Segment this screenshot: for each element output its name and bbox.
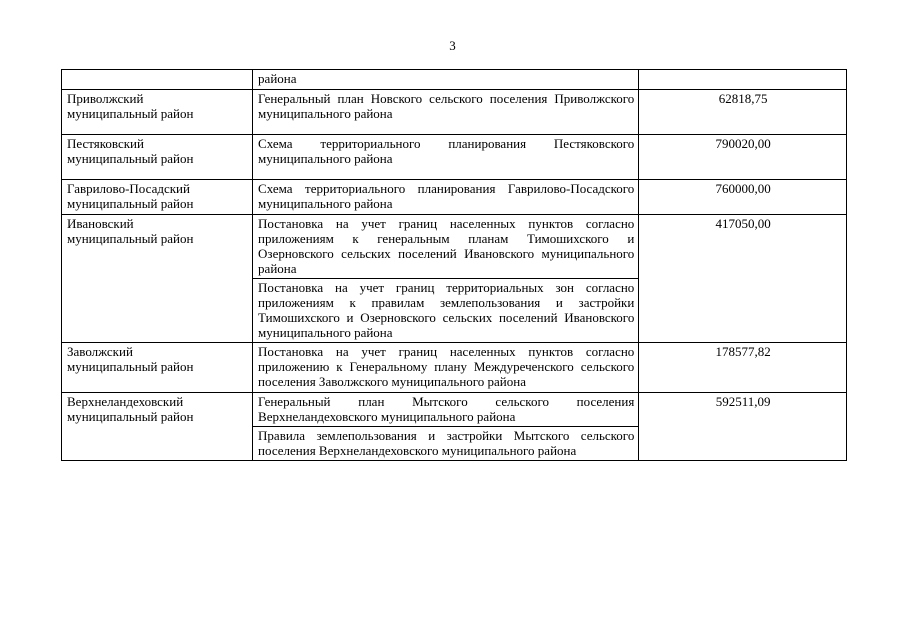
work-cell — [253, 215, 639, 343]
district-cell — [62, 70, 253, 90]
work-cell: района — [253, 70, 639, 90]
table-row — [62, 393, 847, 461]
district-cell: Гаврилово-Посадский муниципальный район — [62, 180, 253, 215]
amount-cell: 760000,00 — [639, 180, 847, 215]
amount-cell — [639, 70, 847, 90]
district-cell: Верхнеландеховский муниципальный район — [62, 393, 253, 461]
amount-cell: 178577,82 — [639, 343, 847, 393]
table-row — [62, 135, 847, 180]
work-cell: Постановка на учет границ населенных пунктов согласно приложению к Генеральному плану Междуреченского сельского поселения Заволжского муниципального района — [253, 343, 639, 393]
amount-cell: 417050,00 — [639, 215, 847, 343]
amount-cell: 592511,09 — [639, 393, 847, 461]
amount-cell: 790020,00 — [639, 135, 847, 180]
work-item: Постановка на учет границ территориальных зон согласно приложениям к правилам землепользования и застройки Тимошихского и Озерновского сельских поселений Ивановского муниципального района — [253, 278, 638, 342]
funding-table — [61, 69, 847, 461]
district-cell: Пестяковский муниципальный район — [62, 135, 253, 180]
table-row — [62, 180, 847, 215]
table-row — [62, 90, 847, 135]
district-cell: Заволжский муниципальный район — [62, 343, 253, 393]
work-cell: Генеральный план Новского сельского поселения Приволжского муниципального района — [253, 90, 639, 135]
work-cell: Схема территориального планирования Пестяковского муниципального района — [253, 135, 639, 180]
table-row — [62, 215, 847, 343]
work-cell — [253, 393, 639, 461]
table-row — [62, 343, 847, 393]
page-number: 3 — [449, 38, 456, 53]
work-cell: Схема территориального планирования Гаврилово-Посадского муниципального района — [253, 180, 639, 215]
district-cell: Приволжский муниципальный район — [62, 90, 253, 135]
work-item: Постановка на учет границ населенных пунктов согласно приложениям к генеральным планам Тимошихского и Озерновского сельских поселений Ивановского муниципального района — [258, 216, 635, 276]
district-cell: Ивановский муниципальный район — [62, 215, 253, 343]
table-row — [62, 70, 847, 90]
work-item: Генеральный план Мытского сельского поселения Верхнеландеховского муниципального района — [258, 394, 635, 424]
amount-cell: 62818,75 — [639, 90, 847, 135]
work-item: Правила землепользования и застройки Мытского сельского поселения Верхнеландеховского муниципального района — [253, 426, 638, 460]
